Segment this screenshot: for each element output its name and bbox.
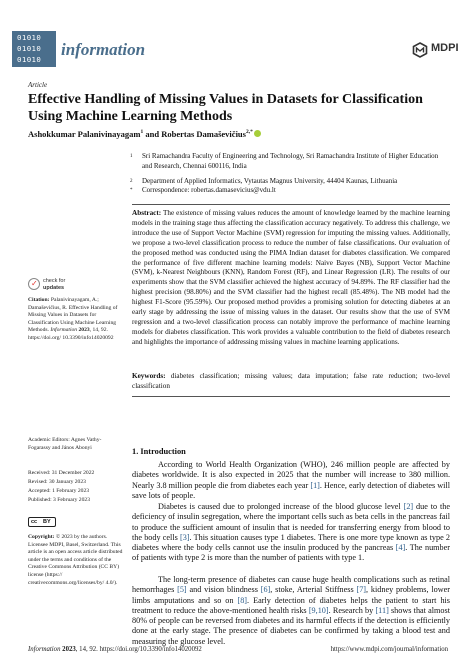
- journal-logo: [12, 31, 56, 67]
- affiliation-number: 2: [130, 179, 133, 184]
- paragraph-text: . Early detection of diabetes helps the patient to start his treatment to reduce the above-mentioned health risks: [132, 595, 450, 615]
- paragraph-text: . The number of patients with type 2 is more than the number of patients with type 1.: [132, 543, 451, 563]
- paragraph-text: . Hence, early detection of diabetes will save lots of people.: [132, 480, 450, 500]
- citation-ref[interactable]: [3]: [179, 532, 190, 542]
- mdpi-logo-icon: [412, 42, 428, 58]
- citation-ref[interactable]: [8]: [237, 595, 248, 605]
- paragraph-text: shows that almost 80% of people can be reversed from diabetes and its harmful effects if the detection is efficiently done at the early stage. The presence of diabetes can be confirmed by taking a blood test and measuring the glucose level.: [132, 605, 450, 646]
- citation-ref[interactable]: [6]: [260, 585, 271, 595]
- citation-ref[interactable]: [4]: [395, 543, 406, 553]
- journal-url[interactable]: https://www.mdpi.com/journal/information: [330, 646, 448, 653]
- footer-journal: Information: [28, 646, 61, 653]
- check-updates-icon: ✓: [28, 278, 40, 290]
- revised-date: Revised: 30 January 2023: [28, 479, 86, 485]
- cc-label: cc: [31, 519, 38, 525]
- academic-editors: Academic Editors: Agnes Vathy-Fogarassy and János Abonyi: [28, 437, 102, 451]
- footer-doi[interactable]: , 14, 92. https://doi.org/10.3390/info14020092: [75, 646, 202, 653]
- paragraph-2: [132, 502, 450, 564]
- check-text-line: updates: [43, 284, 65, 291]
- citation-doi[interactable]: , 14, 92. https://doi.org/ 10.3390/info14020092: [28, 327, 114, 341]
- paragraph-3: [132, 575, 450, 647]
- citation-journal: Information: [50, 327, 78, 334]
- footer-year: 2023: [60, 646, 76, 653]
- affiliation-text: Department of Applied Informatics, Vytautas Magnus University, 44404 Kaunas, Lithuania: [142, 177, 398, 185]
- citation-ref[interactable]: [1]: [310, 480, 320, 490]
- correspondence-mark: *: [130, 188, 133, 193]
- copyright-notice: [28, 534, 123, 587]
- paragraph-text: due to the deficiency of insulin segregation, where the important cells such as beta cells in the pancreas fail to produce the sufficient amount of insulin that is needed for transferring energy from blood to the body cells: [132, 502, 450, 542]
- abstract: [132, 209, 450, 348]
- abstract-bottom-rule: [132, 396, 450, 397]
- abstract-text: The existence of missing values reduces the amount of knowledge learned by the machine learning models in the training stage thus affecting the classification accuracy negatively. To address this challenge, we introduce the use of Support Vector Machine (SVM) regression for imputing the missing values. Additionally, we propose a two-level classification process to reduce the number of false classifications. Our evaluation of the proposed method was conducted using the PIMA Indian dataset for diabetes classification. We compared the performance of five different machine learning models: Naive Bayes (NB), Support Vector Machine (SVM), k-Nearest Neighbours (KNN), Random Forest (RF), and Linear Regression (LR). The results of our experiments show that the SVM classifier achieved the highest accuracy of 94.89%. The RF classifier had the highest precision (98.80%) and the SVM classifier had the highest recall (85.48%). The NB model had the highest F1-Score (95.59%). Our proposed method provides a promising solution for detecting diabetes at an early stage by addressing the issue of missing values in the dataset. Our results show that the use of SVM regression and a two-level classification process can notably improve the performance of machine learning models for diabetes classification. This work provides a valuable contribution to the field of diabetes research and highlights the importance of addressing missing values in machine learning applications.: [132, 209, 450, 346]
- author-2-affiliation: 2,*: [245, 129, 253, 136]
- publisher-name: MDPI: [431, 42, 459, 54]
- copyright-label: Copyright:: [28, 534, 55, 540]
- paragraph-1: [132, 460, 450, 501]
- citation-ref[interactable]: [2]: [403, 502, 414, 511]
- paragraph-text: According to World Health Organization (WHO), 246 million people are affected by diabetes worldwide. It is also expected in 2025 that the number will increase to 380 million. Nearly 3.8 million people die from diabetes each year: [132, 460, 450, 490]
- abstract-top-rule: [132, 204, 450, 205]
- cc-by-label: BY: [43, 519, 51, 525]
- author-1[interactable]: Ashokkumar Palanivinayagam: [28, 129, 141, 139]
- received-date: Received: 31 December 2022: [28, 470, 95, 476]
- citation-ref[interactable]: [9,10]: [308, 605, 329, 615]
- paragraph-text: Diabetes is caused due to prolonged increase of the blood glucose level: [158, 502, 404, 511]
- logo-line: 01010: [17, 55, 42, 64]
- paragraph-text: . This situation causes type 1 diabetes. There is one more type known as type 2 diabetes where the body cells cannot use the insulin produced by the pancreas: [132, 532, 451, 553]
- keywords-text: diabetes classification; missing values; data imputation; false rate reduction; two-level classification: [132, 372, 450, 390]
- author-list: [28, 129, 261, 139]
- paragraph-text: , kidney problems, lower limbs amputations and so on: [132, 585, 450, 605]
- check-text-line: check for: [43, 278, 66, 284]
- published-date: Published: 3 February 2023: [28, 497, 90, 503]
- citation: [28, 297, 123, 343]
- keywords-label: Keywords:: [132, 372, 166, 380]
- citation-year: 2023: [77, 327, 90, 334]
- author-2[interactable]: and Robertas Damaševičius: [143, 129, 246, 139]
- citation-ref[interactable]: [5]: [177, 585, 187, 595]
- paragraph-text: and vision blindness: [186, 585, 261, 595]
- copyright-text: © 2023 by the authors. Licensee MDPI, Basel, Switzerland. This article is an open access article distributed under the terms and conditions of the Creative Commons Attribution (CC BY) license (https:// creativecommons.org/licenses/by/ 4.0/).: [28, 534, 123, 586]
- article-title: Effective Handling of Missing Values in Datasets for Classification Using Machine Learning Methods: [28, 92, 423, 124]
- footer-citation: [28, 646, 202, 653]
- section-heading: 1. Introduction: [132, 447, 186, 456]
- logo-line: 01010: [17, 33, 42, 42]
- abstract-label: Abstract:: [132, 209, 162, 217]
- check-for-updates-label[interactable]: [43, 278, 65, 291]
- accepted-date: Accepted: 1 February 2023: [28, 488, 90, 494]
- journal-name: information: [61, 40, 146, 59]
- cc-by-license-icon[interactable]: [28, 517, 56, 527]
- logo-line: 01010: [17, 44, 42, 53]
- affiliation-number: 1: [130, 154, 133, 159]
- citation-label: Citation:: [28, 297, 50, 303]
- keywords: [132, 372, 450, 392]
- orcid-icon[interactable]: [254, 130, 261, 137]
- citation-ref[interactable]: [7]: [356, 585, 367, 595]
- citation-text: Palanivinayagam, A.; Damaševičius, R. Effective Handling of Missing Values in Datasets for Classification Using Machine Learning Methods.: [28, 297, 118, 334]
- paragraph-text: The long-term presence of diabetes can cause huge health complications such as retinal hemorrhages: [132, 575, 450, 595]
- author-1-affiliation: 1: [140, 129, 144, 136]
- paragraph-text: . Research by: [328, 605, 376, 615]
- affiliation-text: Sri Ramachandra Faculty of Engineering and Technology, Sri Ramachandra Institute of Higher Education and Research, Chennai 600116, India: [142, 152, 439, 170]
- citation-ref[interactable]: [11]: [375, 605, 389, 615]
- paragraph-text: , stoke, Arterial Stiffness: [270, 585, 357, 595]
- article-type: Article: [28, 81, 48, 89]
- check-for-updates-badge[interactable]: [28, 278, 40, 290]
- correspondence-text[interactable]: Correspondence: robertas.damasevicius@vdu.lt: [142, 186, 276, 194]
